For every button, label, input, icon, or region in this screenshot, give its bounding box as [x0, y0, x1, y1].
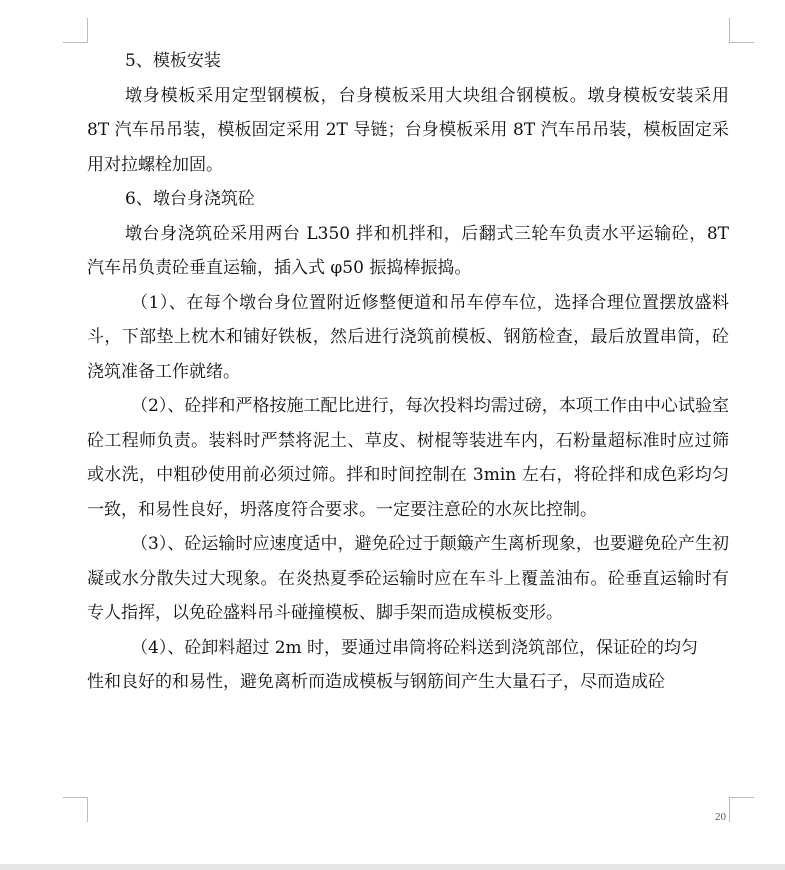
list-item-3: （3）、砼运输时应速度适中，避免砼过于颠簸产生离析现象，也要避免砼产生初凝或水分散失过大现象。在炎热夏季砼运输时应在车斗上覆盖油布。砼垂直运输时有专人指挥，以免砼盛料吊斗碰撞模板、脚手架而造成模板变形。 — [87, 534, 729, 623]
paragraph-formwork: 墩身模板采用定型钢模板，台身模板采用大块组合钢模板。墩身模板安装采用 8T 汽车吊吊装，模板固定采用 2T 导链；台身模板采用 8T 汽车吊吊装，模板固定采用对拉螺栓加固。 — [87, 85, 729, 175]
section-heading-6: 6、墩台身浇筑砼 — [125, 189, 255, 209]
paragraph-concrete-pouring: 墩台身浇筑砼采用两台 L350 拌和机拌和，后翻式三轮车负责水平运输砼，8T 汽车吊负责砼垂直运输，插入式 φ50 振捣棒振捣。 — [87, 223, 729, 278]
margin-corner-bottom-left — [63, 797, 88, 822]
section-heading-5: 5、模板安装 — [125, 51, 221, 71]
margin-corner-bottom-right — [729, 797, 754, 822]
page-number: 20 — [715, 811, 726, 823]
margin-corner-top-right — [729, 18, 754, 43]
page-gap-bar — [0, 864, 785, 870]
list-item-2: （2）、砼拌和严格按施工配比进行，每次投料均需过磅，本项工作由中心试验室砼工程师负责。装料时严禁将泥土、草皮、树棍等装进车内，石粉量超标准时应过筛或水洗，中粗砂使用前必须过筛。拌和时间控制在 3min 左右，将砼拌和成色彩均匀一致，和易性良好，坍落度符合要求。一定要注意砼的水灰比控制。 — [87, 396, 729, 520]
list-item-1: （1）、在每个墩台身位置附近修整便道和吊车停车位，选择合理位置摆放盛料斗，下部垫上枕木和铺好铁板，然后进行浇筑前模板、钢筋检查，最后放置串筒，砼浇筑准备工作就绪。 — [87, 292, 729, 382]
list-item-4-line-1: （4）、砼卸料超过 2m 时，要通过串筒将砼料送到浇筑部位，保证砼的均匀 — [131, 637, 699, 658]
margin-corner-top-left — [63, 18, 88, 43]
list-item-4-line-2: 性和良好的和易性，避免离析而造成模板与钢筋间产生大量石子，尽而造成砼 — [87, 672, 665, 692]
document-body — [87, 44, 729, 700]
